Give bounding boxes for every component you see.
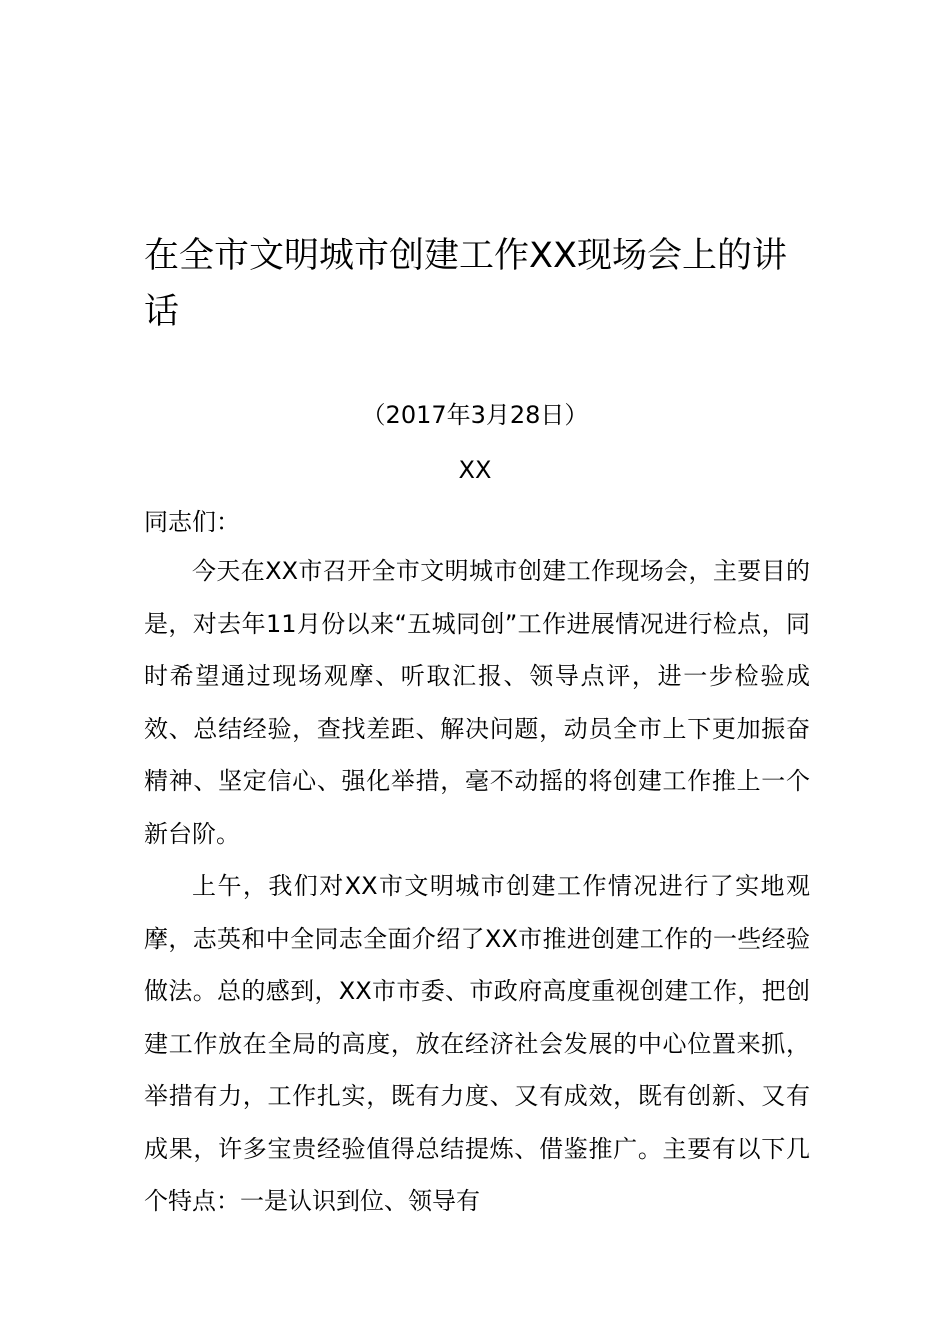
document-title: 在全市文明城市创建工作XX现场会上的讲话 [144,236,787,332]
speech-body [144,545,810,1228]
speech-date: （2017年3月28日） [361,401,589,429]
speaker-name: XX [458,456,492,484]
salutation: 同志们： [144,508,240,536]
body-paragraph: 上午，我们对XX市文明城市创建工作情况进行了实地观摩，志英和中全同志全面介绍了XX市推进创建工作的一些经验做法。总的感到，XX市市委、市政府高度重视创建工作，把创建工作放在全局的高度，放在经济社会发展的中心位置来抓，举措有力，工作扎实，既有力度、又有成效，既有创新、又有成果，许多宝贵经验值得总结提炼、借鉴推广。主要有以下几个特点：一是认识到位、领导有 [144,872,810,1215]
body-paragraph: 今天在XX市召开全市文明城市创建工作现场会，主要目的是，对去年11月份以来“五城同创”工作进展情况进行检点，同时希望通过现场观摩、听取汇报、领导点评，进一步检验成效、总结经验，查找差距、解决问题，动员全市上下更加振奋精神、坚定信心、强化举措，毫不动摇的将创建工作推上一个新台阶。 [144,557,810,848]
